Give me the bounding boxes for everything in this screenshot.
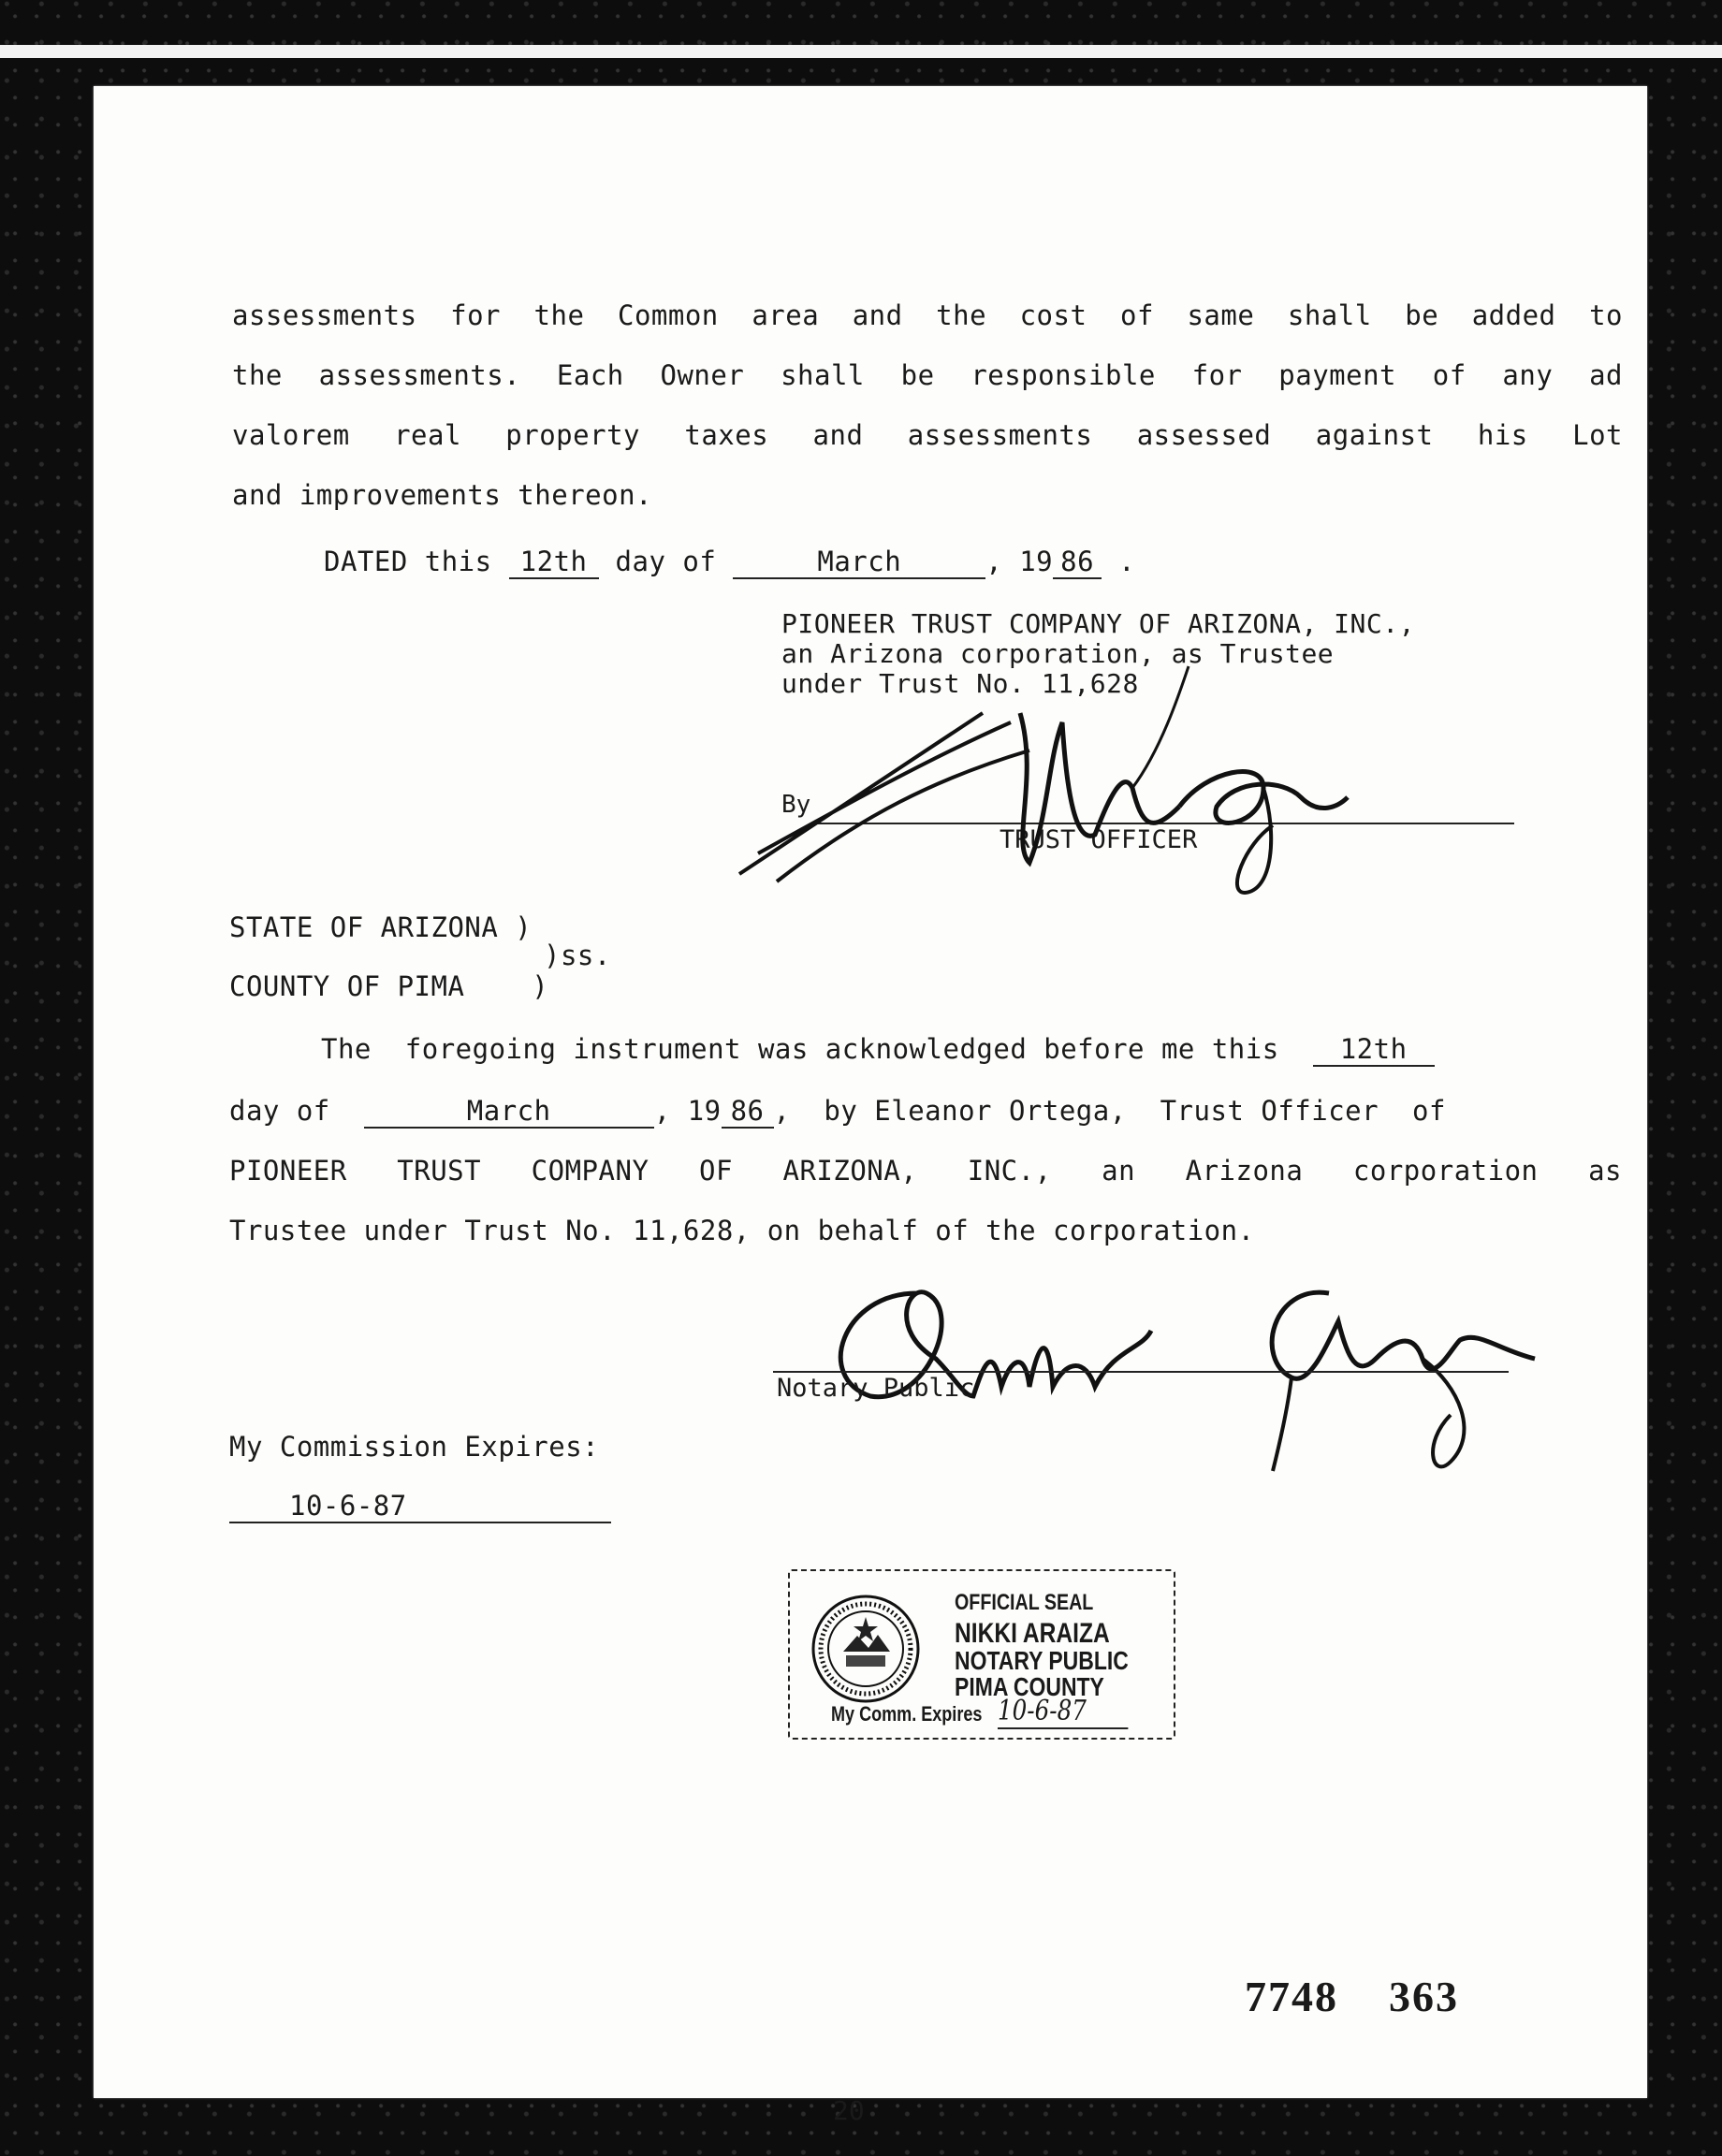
commission-date: 10-6-87 [229, 1492, 611, 1523]
ack-year-field: 86 [722, 1097, 774, 1129]
stamp-name: NIKKI ARAIZA [955, 1618, 1110, 1649]
trustee-line-2: an Arizona corporation, as Trustee [781, 638, 1335, 669]
trustee-line-1: PIONEER TRUST COMPANY OF ARIZONA, INC., [781, 608, 1415, 639]
stamp-expires-label: My Comm. Expires [831, 1702, 983, 1726]
ack-line-2-rest: , by Eleanor Ortega, Trust Officer of [773, 1095, 1446, 1127]
venue-ss: )ss. [544, 940, 611, 971]
body-line-3: valorem real property taxes and assessments assessed against his Lot [232, 419, 1623, 451]
trust-officer-signature [739, 648, 1394, 900]
ack-line-3: PIONEER TRUST COMPANY OF ARIZONA, INC., an Arizona corporation as [229, 1155, 1622, 1187]
ack-day-field: 12th [1313, 1035, 1435, 1067]
ack-month-field: March [364, 1097, 654, 1129]
ack-line-2 [229, 1095, 1446, 1129]
dated-day-field: 12th [509, 547, 599, 579]
notary-signature [805, 1256, 1554, 1490]
dated-year-prefix: , 19 [985, 546, 1054, 577]
dated-suffix: . [1118, 546, 1136, 577]
state-seal-icon [810, 1594, 921, 1704]
dated-year-field: 86 [1053, 547, 1102, 579]
dated-month-field: March [733, 547, 985, 579]
body-line-2: the assessments. Each Owner shall be responsible for payment of any ad [232, 359, 1623, 391]
trust-officer-title: TRUST OFFICER [1000, 825, 1198, 854]
notary-signature-line [773, 1371, 1509, 1373]
stamp-county: PIMA COUNTY [955, 1672, 1104, 1701]
document-page [94, 86, 1647, 2126]
commission-label: My Commission Expires: [229, 1431, 600, 1463]
stamp-expires-value: 10-6-87 [998, 1695, 1128, 1729]
ack-line-1 [321, 1033, 1435, 1067]
stamp-title: OFFICIAL SEAL [955, 1590, 1094, 1615]
venue-state: STATE OF ARIZONA ) [229, 911, 533, 943]
ack-line-2-prefix: day of [229, 1095, 330, 1127]
body-line-1: assessments for the Common area and the cost of same shall be added to [232, 299, 1623, 331]
dated-day-of: day of [615, 546, 717, 577]
scan-edge-strip [0, 45, 1722, 58]
dated-line [324, 546, 1135, 579]
dated-prefix: DATED this [324, 546, 492, 577]
ack-year-prefix: , 19 [653, 1095, 722, 1127]
ack-line-4: Trustee under Trust No. 11,628, on behalf of the corporation. [229, 1215, 1255, 1246]
commission-date-field [229, 1490, 611, 1523]
stamp-role: NOTARY PUBLIC [955, 1646, 1129, 1675]
trustee-line-3: under Trust No. 11,628 [781, 668, 1139, 699]
venue-county: COUNTY OF PIMA ) [229, 970, 549, 1002]
by-label: By [781, 791, 811, 819]
ack-line-1-text: The foregoing instrument was acknowledged before me this [321, 1033, 1279, 1065]
official-seal-stamp [788, 1569, 1175, 1740]
body-line-4: and improvements thereon. [232, 479, 652, 511]
notary-caption: Notary Public [777, 1374, 975, 1403]
book-page-reference: 7748 363 [1245, 1973, 1459, 2020]
page-number: 20 [833, 2095, 865, 2126]
